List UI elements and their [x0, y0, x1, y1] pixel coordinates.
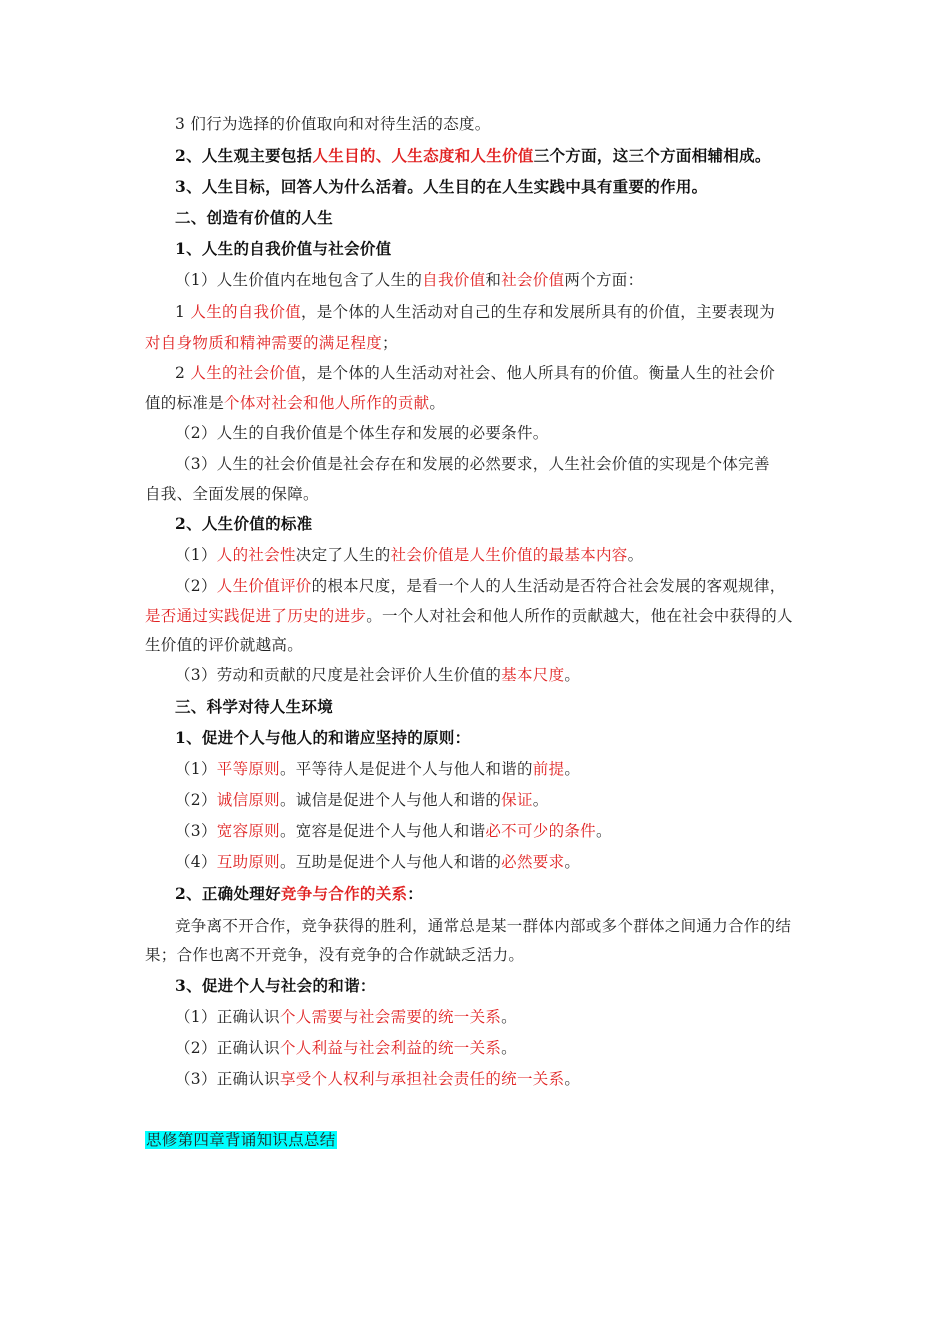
text-line: [175, 790, 549, 810]
body-text: （2）人生的自我价值是个体生存和发展的必要条件。: [175, 424, 549, 442]
text-line: [175, 1069, 580, 1089]
text-line: [175, 363, 775, 383]
body-text: 3、促进个人与社会的和谐：: [175, 976, 376, 995]
body-text: ；: [382, 334, 398, 352]
text-line: [145, 635, 303, 655]
body-text: 。: [564, 1070, 581, 1088]
text-line: [145, 945, 524, 965]
emphasis-text: 自我价值: [422, 271, 486, 289]
text-line: [175, 514, 313, 534]
text-line: [175, 976, 376, 996]
body-text: 。: [564, 666, 581, 684]
text-line: [175, 454, 770, 474]
body-text: （2）正确认识: [175, 1039, 280, 1057]
body-text: 2: [175, 364, 191, 382]
text-line: [175, 208, 333, 228]
body-text: 果；合作也离不开竞争，没有竞争的合作就缺乏活力。: [145, 946, 525, 964]
body-text: 三个方面，这三个方面相辅相成。: [533, 146, 771, 165]
emphasis-text: 对自身物质和精神需要的满足程度: [145, 334, 383, 352]
footer-title-text: 思修第四章背诵知识点总结: [146, 1131, 336, 1149]
body-text: （3）: [175, 822, 217, 840]
body-text: 竞争离不开合作，竞争获得的胜利，通常总是某一群体内部或多个群体之间通力合作的结: [175, 917, 792, 935]
body-text: 3、人生目标，回答人为什么活着。人生目的在人生实践中具有重要的作用。: [175, 177, 708, 196]
emphasis-text: 个人利益与社会利益的统一关系: [279, 1039, 502, 1057]
emphasis-text: 人生的社会价值: [190, 364, 301, 382]
body-text: 。: [564, 853, 581, 871]
body-text: 。: [501, 1008, 517, 1026]
text-line: [175, 302, 775, 322]
emphasis-text: 互助原则: [216, 853, 280, 871]
body-text: （1）人生价值内在地包含了人生的: [175, 271, 423, 289]
emphasis-text: 享受个人权利与承担社会责任的统一关系: [279, 1070, 565, 1088]
emphasis-text: 社会价值: [501, 271, 565, 289]
emphasis-text: 人生目的、人生态度和人生价值: [312, 146, 534, 165]
body-text: （3）人生的社会价值是社会存在和发展的必然要求，人生社会价值的实现是个体完善: [175, 455, 770, 473]
emphasis-text: 保证: [501, 791, 533, 809]
text-line: [175, 239, 392, 259]
body-text: （2）: [175, 791, 217, 809]
emphasis-text: 是否通过实践促进了历史的进步: [145, 607, 367, 625]
body-text: 。平等待人是促进个人与他人和谐的: [279, 760, 533, 778]
body-text: 2、人生价值的标准: [175, 514, 313, 533]
text-line: [175, 665, 580, 685]
body-text: 1: [175, 303, 191, 321]
text-line: [175, 576, 786, 596]
text-line: [175, 146, 771, 166]
body-text: 生价值的评价就越高。: [145, 636, 304, 654]
body-text: （1）正确认识: [175, 1008, 280, 1026]
body-text: ：: [407, 884, 424, 903]
body-text: ，是个体的人生活动对社会、他人所具有的价值。衡量人生的社会价: [301, 364, 776, 382]
text-line: [175, 759, 580, 779]
text-line: [175, 270, 643, 290]
text-line: [145, 333, 398, 353]
text-line: [175, 177, 708, 197]
body-text: （1）: [175, 760, 217, 778]
body-text: 和: [485, 271, 502, 289]
body-text: 2、正确处理好: [175, 884, 281, 903]
body-text: 二、创造有价值的人生: [175, 208, 334, 227]
text-line: [175, 728, 471, 748]
emphasis-text: 必然要求: [501, 853, 565, 871]
emphasis-text: 人生的自我价值: [190, 303, 301, 321]
body-text: （1）: [175, 546, 217, 564]
emphasis-text: 必不可少的条件: [485, 822, 596, 840]
text-line: [175, 916, 791, 936]
body-text: 决定了人生的: [295, 546, 391, 564]
text-line: [175, 697, 333, 717]
emphasis-text: 基本尺度: [501, 666, 565, 684]
text-line: [175, 545, 643, 565]
body-text: 。宽容是促进个人与他人和谐: [279, 822, 486, 840]
body-text: （3）正确认识: [175, 1070, 280, 1088]
body-text: 。: [627, 546, 644, 564]
text-line: [175, 1007, 517, 1027]
text-line: [145, 393, 445, 413]
emphasis-text: 平等原则: [216, 760, 280, 778]
emphasis-text: 个人需要与社会需要的统一关系: [279, 1008, 502, 1026]
body-text: 3 们行为选择的价值取向和对待生活的态度。: [175, 115, 491, 133]
body-text: 。: [564, 760, 581, 778]
emphasis-text: 诚信原则: [216, 791, 280, 809]
emphasis-text: 宽容原则: [216, 822, 280, 840]
body-text: 三、科学对待人生环境: [175, 697, 334, 716]
body-text: 自我、全面发展的保障。: [145, 485, 319, 503]
text-line: [175, 852, 580, 872]
body-text: （2）: [175, 577, 217, 595]
body-text: 值的标准是: [145, 394, 225, 412]
body-text: 。诚信是促进个人与他人和谐的: [279, 791, 502, 809]
emphasis-text: 社会价值是人生价值的最基本内容: [390, 546, 628, 564]
body-text: ，是个体的人生活动对自己的生存和发展所具有的价值，主要表现为: [301, 303, 776, 321]
emphasis-text: 前提: [532, 760, 565, 778]
text-line: [145, 606, 793, 626]
text-line: [175, 423, 549, 443]
text-line: [175, 114, 491, 134]
emphasis-text: 竞争与合作的关系: [280, 884, 408, 903]
emphasis-text: 人的社会性: [216, 546, 296, 564]
body-text: 的根本尺度，是看一个人的人生活动是否符合社会发展的客观规律，: [311, 577, 786, 595]
body-text: 1、促进个人与他人的和谐应坚持的原则：: [175, 728, 471, 747]
body-text: 1、人生的自我价值与社会价值: [175, 239, 392, 258]
body-text: 2、人生观主要包括: [175, 146, 313, 165]
body-text: 。: [429, 394, 446, 412]
body-text: 。: [532, 791, 549, 809]
text-line: [145, 484, 319, 504]
body-text: （4）: [175, 853, 217, 871]
body-text: 两个方面：: [564, 271, 644, 289]
body-text: 。: [501, 1039, 517, 1057]
emphasis-text: 人生价值评价: [216, 577, 312, 595]
text-line: [175, 821, 612, 841]
emphasis-text: 个体对社会和他人所作的贡献: [224, 394, 430, 412]
body-text: 。互助是促进个人与他人和谐的: [279, 853, 502, 871]
body-text: 。: [595, 822, 612, 840]
footer-title: [145, 1130, 337, 1150]
body-text: （3）劳动和贡献的尺度是社会评价人生价值的: [175, 666, 502, 684]
text-line: [175, 1038, 517, 1058]
body-text: 。一个人对社会和他人所作的贡献越大，他在社会中获得的人: [366, 607, 793, 625]
text-line: [175, 884, 423, 904]
